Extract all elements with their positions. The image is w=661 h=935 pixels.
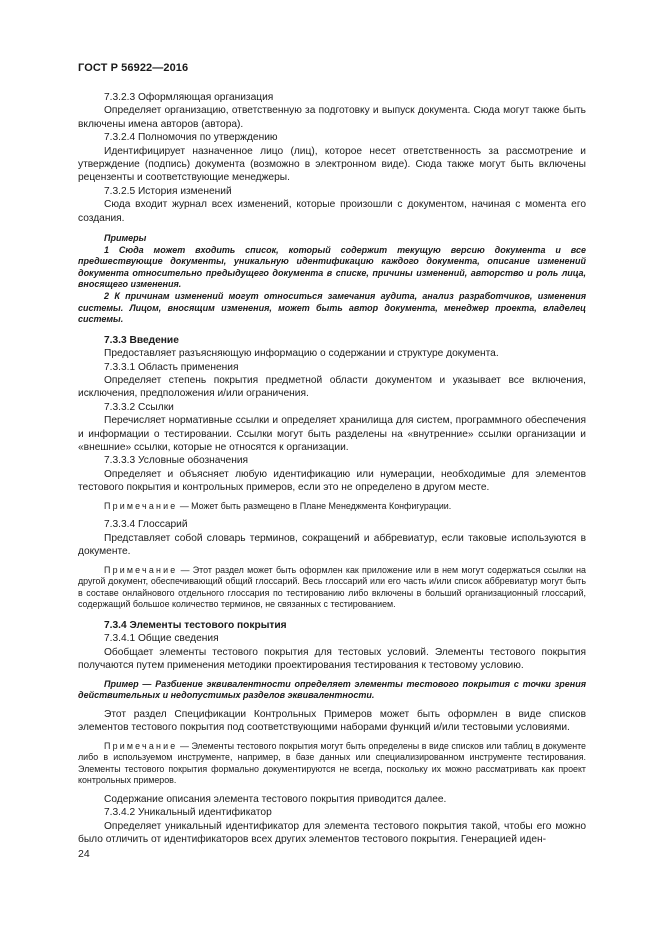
note-1-text: — Может быть размещено в Плане Менеджмента Конфигурации. <box>177 500 452 511</box>
section-7-3-2-3-text: Определяет организацию, ответственную за подготовку и выпуск документа. Сюда могут также быть включены имена авторов (автора). <box>78 105 586 130</box>
section-7-3-3-3-text: Определяет и объясняет любую идентификацию или нумерации, необходимые для элементов тестового покрытия и контрольных примеров, если это не определено в другом месте. <box>78 468 586 494</box>
section-7-3-3-3-title: 7.3.3.3 Условные обозначения <box>104 455 249 467</box>
section-7-3-3-1-text: Определяет степень покрытия предметной области документом и указывает все включения, исключения, предположения и/или ограничения. <box>78 375 586 400</box>
note-1 <box>78 501 586 513</box>
section-7-3-3-text: Предоставляет разъясняющую информацию о содержании и структуре документа. <box>104 348 499 360</box>
section-7-3-3-2-text: Перечисляет нормативные ссылки и определяет хранилища для систем, программного обеспечения и информации о тестировании. Ссылки могут быть разделены на «внутренние» ссылки организации и «внешние» ссылки, которые не относятся к организации. <box>78 415 586 454</box>
section-7-3-4-1-text-2: Этот раздел Спецификации Контрольных Примеров может быть оформлен в виде списков элементов тестового покрытия под соответствующими наборами функций и/или тестовыми условиями. <box>78 708 586 734</box>
section-7-3-4-1-text-3: Содержание описания элемента тестового покрытия приводится далее. <box>104 793 447 805</box>
page-number: 24 <box>78 848 90 860</box>
note-label: Примечание <box>104 564 178 575</box>
section-7-3-3-title: 7.3.3 Введение <box>104 334 179 346</box>
section-7-3-4-1-text: Обобщает элементы тестового покрытия для тестовых условий. Элементы тестового покрытия получаются путем применения методики проектирования тестирования к тестовому условию. <box>78 646 586 672</box>
section-7-3-2-5-title: 7.3.2.5 История изменений <box>104 185 232 197</box>
note-2-text: — Этот раздел может быть оформлен как приложение или в нем могут содержаться ссылки на другой документ, обеспечивающий общий глоссарий. Весь глоссарий или его часть и/или список аббревиатур могут быть в составе онлайнового отдельного глоссария по тестированию либо включены в больший организационный глоссарий, содержащий большое количество терминов, не связанных с тестированием. <box>78 564 586 610</box>
section-7-3-4-2-title: 7.3.4.2 Уникальный идентификатор <box>104 807 272 819</box>
section-7-3-3-4-title: 7.3.3.4 Глоссарий <box>104 519 188 531</box>
section-7-3-2-4-text: Идентифицирует назначенное лицо (лиц), которое несет ответственность за рассмотрение и утверждение (подпись) документа (возможно в электронном виде). Сюда также могут быть включены рецензенты и соответствующие менеджеры. <box>78 145 586 184</box>
section-7-3-2-5-text: Сюда входит журнал всех изменений, которые произошли с документом, начиная с момента его создания. <box>78 199 586 224</box>
note-3 <box>78 741 586 787</box>
note-2 <box>78 565 586 611</box>
note-3-text: — Элементы тестового покрытия могут быть определены в виде списков или таблиц в документе либо в используемом инструменте, например, в базе данных или специализированном инструменте тестирования. Элементы тестового покрытия формально документируются не всегда, поскольку их можно рассматривать как проект контрольных примеров. <box>78 740 586 786</box>
example-3: Пример — Разбиение эквивалентности определяет элементы тестового покрытия с точки зрения действительных и недопустимых разделов эквивалентности. <box>78 678 586 701</box>
section-7-3-3-4-text: Представляет собой словарь терминов, сокращений и аббревиатур, если таковые используются в документе. <box>78 532 586 558</box>
section-7-3-2-3-title: 7.3.2.3 Оформляющая организация <box>104 92 274 103</box>
example-2: 2 К причинам изменений могут относиться замечания аудита, анализ разработчиков, изменения системы. Лицом, вносящим изменения, может быть автор документа, менеджер проекта, владелец системы. <box>78 291 586 325</box>
section-7-3-3-1-title: 7.3.3.1 Область применения <box>104 361 239 373</box>
section-7-3-2-4-title: 7.3.2.4 Полномочия по утверждению <box>104 132 278 144</box>
note-label: Примечание <box>104 500 178 511</box>
section-7-3-3-2-title: 7.3.3.2 Ссылки <box>104 401 174 413</box>
page-content <box>78 91 586 847</box>
page-header: ГОСТ Р 56922—2016 <box>78 62 189 74</box>
section-7-3-4-title: 7.3.4 Элементы тестового покрытия <box>104 619 287 631</box>
example-1: 1 Сюда может входить список, который содержит текущую версию документа и все предшествующие документы, уникальную идентификацию каждого документа, описание изменений документа относительно предыдущего документа в списке, причины изменений, авторство и роль лица, вносящего изменения. <box>78 244 586 290</box>
examples-heading: Примеры <box>104 233 147 244</box>
note-label: Примечание <box>104 740 178 751</box>
section-7-3-4-1-title: 7.3.4.1 Общие сведения <box>104 633 219 645</box>
section-7-3-4-2-text: Определяет уникальный идентификатор для элемента тестового покрытия такой, чтобы его можно было отличить от идентификаторов всех других элементов тестового покрытия. Генерацией иден- <box>78 820 586 846</box>
